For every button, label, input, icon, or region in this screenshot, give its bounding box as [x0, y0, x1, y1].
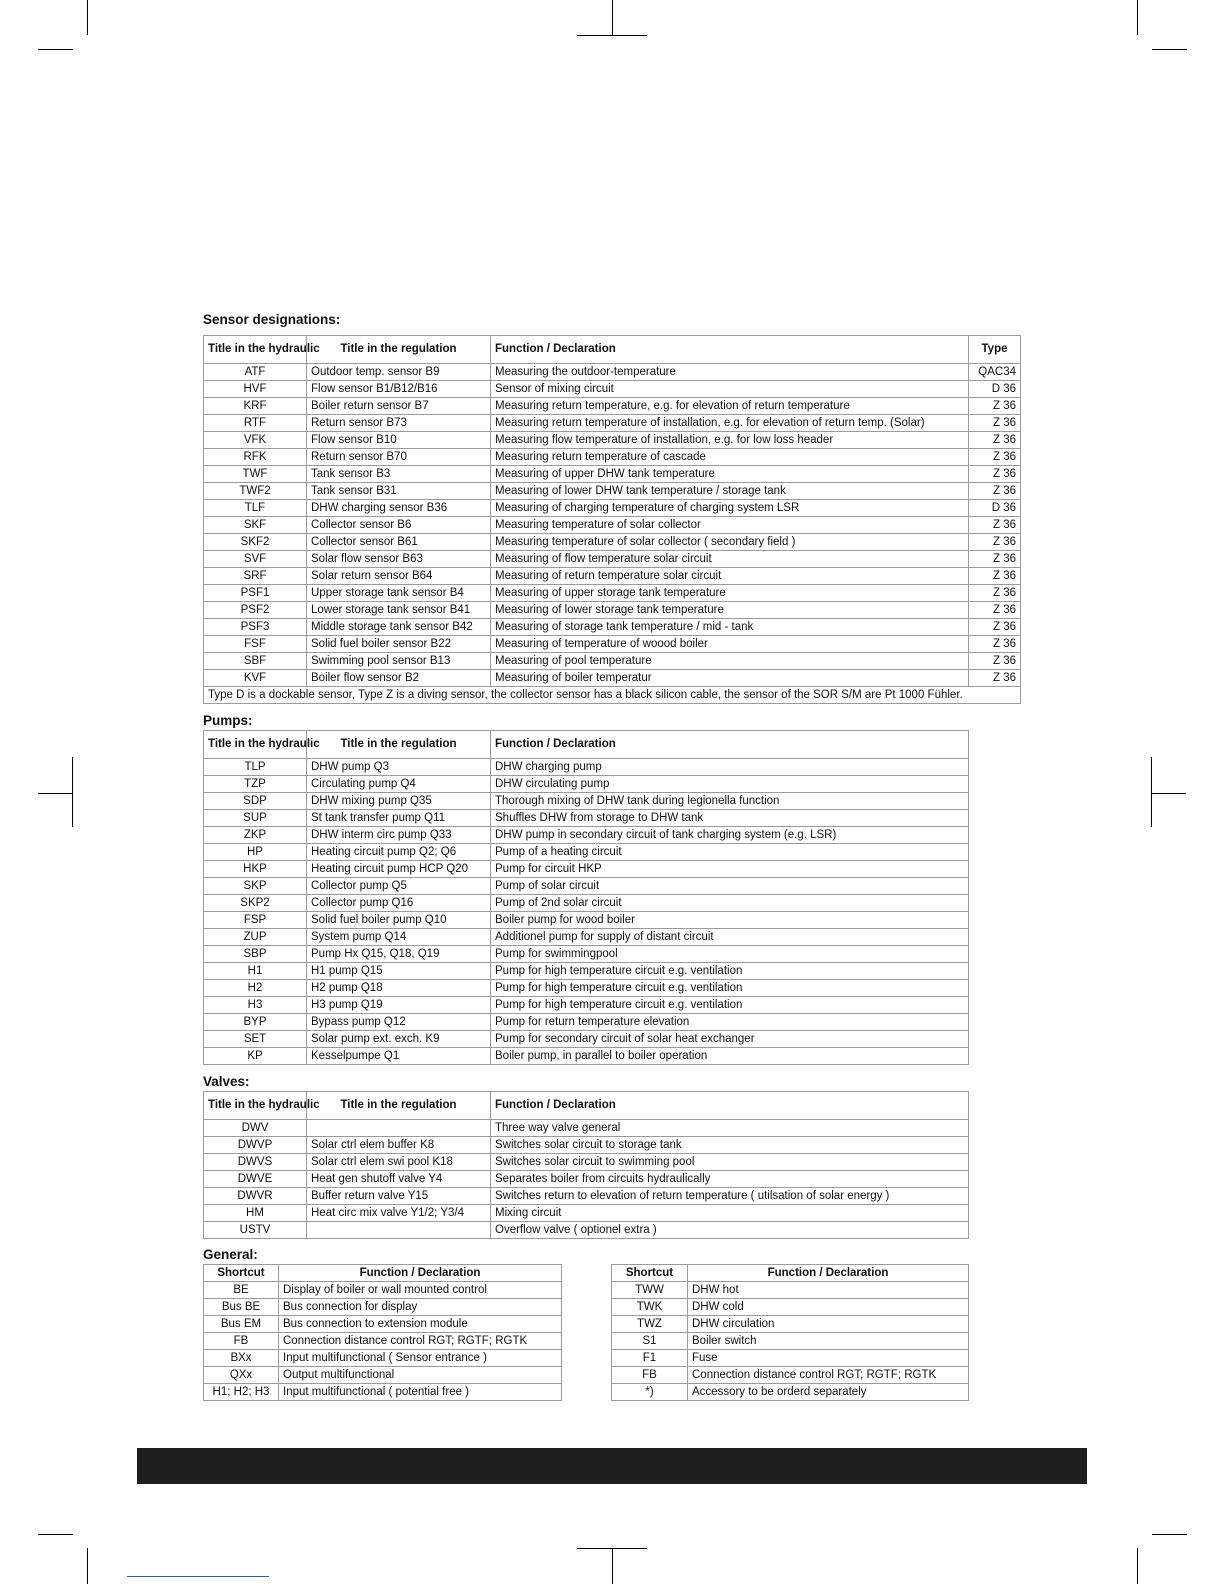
table-cell: Switches return to elevation of return temperature ( utilsation of solar energy ): [491, 1188, 969, 1205]
table-cell: SBF: [204, 653, 307, 670]
table-cell: Input multifunctional ( potential free ): [279, 1384, 562, 1401]
table-row: [204, 1384, 562, 1401]
table-cell: Z 36: [969, 670, 1021, 687]
table-cell: Bus connection for display: [279, 1299, 562, 1316]
table-cell: SUP: [204, 810, 307, 827]
table-cell: Boiler flow sensor B2: [307, 670, 491, 687]
table-cell: Upper storage tank sensor B4: [307, 585, 491, 602]
sensor-section-title: Sensor designations:: [203, 312, 341, 327]
table-cell: HP: [204, 844, 307, 861]
table-cell: Measuring of boiler temperatur: [491, 670, 969, 687]
table-row: [204, 432, 1021, 449]
table-cell: Solar pump ext. exch. K9: [307, 1031, 491, 1048]
table-cell: TWF2: [204, 483, 307, 500]
table-cell: Middle storage tank sensor B42: [307, 619, 491, 636]
table-row: [204, 810, 969, 827]
table-cell: Shuffles DHW from storage to DHW tank: [491, 810, 969, 827]
table-cell: TZP: [204, 776, 307, 793]
table-cell: Pump for circuit HKP: [491, 861, 969, 878]
table-row: [204, 500, 1021, 517]
table-cell: Flow sensor B1/B12/B16: [307, 381, 491, 398]
table-cell: DHW charging pump: [491, 759, 969, 776]
table-cell: Pump of 2nd solar circuit: [491, 895, 969, 912]
table-cell: Measuring of storage tank temperature / mid - tank: [491, 619, 969, 636]
table-cell: Pump for secondary circuit of solar heat exchanger: [491, 1031, 969, 1048]
table-cell: Input multifunctional ( Sensor entrance ): [279, 1350, 562, 1367]
table-cell: Pump Hx Q15, Q18, Q19: [307, 946, 491, 963]
table-cell: F1: [612, 1350, 688, 1367]
table-cell: Display of boiler or wall mounted control: [279, 1282, 562, 1299]
table-cell: RTF: [204, 415, 307, 432]
table-cell: Mixing circuit: [491, 1205, 969, 1222]
table-cell: Pump for high temperature circuit e.g. ventilation: [491, 963, 969, 980]
table-row: [204, 1333, 562, 1350]
table-row: [204, 1154, 969, 1171]
table-row: [204, 861, 969, 878]
table-cell: Measuring the outdoor-temperature: [491, 364, 969, 381]
table-cell: Pump of a heating circuit: [491, 844, 969, 861]
registration-mark: [1151, 757, 1152, 827]
column-header: Title in the hydraulic: [204, 731, 307, 759]
table-cell: DWV: [204, 1120, 307, 1137]
table-cell: Return sensor B73: [307, 415, 491, 432]
table-cell: Measuring of flow temperature solar circuit: [491, 551, 969, 568]
table-cell: TWZ: [612, 1316, 688, 1333]
table-row: [204, 946, 969, 963]
table-row: [204, 364, 1021, 381]
table-header-row: [204, 1092, 969, 1120]
table-cell: Buffer return valve Y15: [307, 1188, 491, 1205]
table-cell: SKP: [204, 878, 307, 895]
table-row: [204, 1367, 562, 1384]
table-row: [204, 1014, 969, 1031]
table-cell: Measuring of charging temperature of charging system LSR: [491, 500, 969, 517]
table-cell: TLF: [204, 500, 307, 517]
table-row: [612, 1350, 969, 1367]
table-cell: Heat circ mix valve Y1/2; Y3/4: [307, 1205, 491, 1222]
column-header: Function / Declaration: [491, 731, 969, 759]
table-cell: Thorough mixing of DHW tank during legionella function: [491, 793, 969, 810]
table-header-row: [612, 1265, 969, 1282]
table-cell: Z 36: [969, 653, 1021, 670]
table-cell: Measuring of lower storage tank temperature: [491, 602, 969, 619]
table-cell: DWVE: [204, 1171, 307, 1188]
table-cell: Measuring return temperature of installation, e.g. for elevation of return temp. (Solar): [491, 415, 969, 432]
table-cell: DHW cold: [688, 1299, 969, 1316]
table-cell: Solid fuel boiler sensor B22: [307, 636, 491, 653]
table-cell: Z 36: [969, 619, 1021, 636]
table-row: [204, 1350, 562, 1367]
crop-mark: [87, 0, 88, 35]
column-header: Type: [969, 336, 1021, 364]
table-cell: HM: [204, 1205, 307, 1222]
pumps-table: [203, 730, 969, 1065]
column-header: Function / Declaration: [491, 1092, 969, 1120]
table-cell: Measuring of lower DHW tank temperature / storage tank: [491, 483, 969, 500]
table-cell: Pump for return temperature elevation: [491, 1014, 969, 1031]
table-cell: DWVP: [204, 1137, 307, 1154]
footer-link-underline: [127, 1576, 269, 1577]
crop-mark: [1137, 0, 1138, 35]
table-cell: DWVR: [204, 1188, 307, 1205]
crop-mark: [87, 1548, 88, 1584]
table-header-row: [204, 1265, 562, 1282]
table-row: [612, 1282, 969, 1299]
table-cell: Z 36: [969, 466, 1021, 483]
table-cell: Z 36: [969, 602, 1021, 619]
table-cell: Collector pump Q16: [307, 895, 491, 912]
table-row: [204, 912, 969, 929]
table-cell: TLP: [204, 759, 307, 776]
table-row: [204, 1222, 969, 1239]
table-row: [204, 827, 969, 844]
table-row: [204, 670, 1021, 687]
table-cell: Kesselpumpe Q1: [307, 1048, 491, 1065]
table-cell: H2: [204, 980, 307, 997]
table-note-row: [204, 687, 1021, 704]
table-cell: Tank sensor B31: [307, 483, 491, 500]
table-cell: SBP: [204, 946, 307, 963]
table-cell: Measuring of return temperature solar circuit: [491, 568, 969, 585]
table-cell: DHW interm circ pump Q33: [307, 827, 491, 844]
table-cell: SKP2: [204, 895, 307, 912]
table-cell: Bus BE: [204, 1299, 279, 1316]
table-cell: ATF: [204, 364, 307, 381]
table-cell: H1: [204, 963, 307, 980]
table-cell: Collector pump Q5: [307, 878, 491, 895]
crop-mark: [38, 49, 73, 50]
crop-mark: [1152, 1534, 1187, 1535]
table-cell: D 36: [969, 381, 1021, 398]
table-row: [204, 759, 969, 776]
valves-table: [203, 1091, 969, 1239]
table-cell: S1: [612, 1333, 688, 1350]
table-row: [204, 1031, 969, 1048]
valves-section-title: Valves:: [203, 1074, 250, 1089]
table-cell: Bus EM: [204, 1316, 279, 1333]
table-row: [204, 1048, 969, 1065]
table-cell: Heating circuit pump HCP Q20: [307, 861, 491, 878]
table-cell: Boiler pump for wood boiler: [491, 912, 969, 929]
table-cell: KRF: [204, 398, 307, 415]
table-row: [204, 997, 969, 1014]
crop-mark: [1152, 49, 1187, 50]
table-cell: FSF: [204, 636, 307, 653]
table-cell: Measuring return temperature of cascade: [491, 449, 969, 466]
table-cell: HKP: [204, 861, 307, 878]
table-cell: Solar ctrl elem buffer K8: [307, 1137, 491, 1154]
table-cell: Separates boiler from circuits hydraulically: [491, 1171, 969, 1188]
table-cell: Z 36: [969, 517, 1021, 534]
table-row: [204, 1120, 969, 1137]
table-cell: TWK: [612, 1299, 688, 1316]
table-cell: Pump for high temperature circuit e.g. ventilation: [491, 997, 969, 1014]
sensor-table: [203, 335, 1021, 704]
table-cell: Flow sensor B10: [307, 432, 491, 449]
table-cell: Solid fuel boiler pump Q10: [307, 912, 491, 929]
table-cell: Solar flow sensor B63: [307, 551, 491, 568]
table-cell: Z 36: [969, 551, 1021, 568]
table-row: [204, 653, 1021, 670]
table-cell: [307, 1222, 491, 1239]
table-cell: USTV: [204, 1222, 307, 1239]
table-cell: FB: [612, 1367, 688, 1384]
table-row: [204, 1137, 969, 1154]
general-section-title: General:: [203, 1247, 258, 1262]
table-row: [204, 602, 1021, 619]
table-cell: Return sensor B70: [307, 449, 491, 466]
table-cell: St tank transfer pump Q11: [307, 810, 491, 827]
table-cell: BXx: [204, 1350, 279, 1367]
table-row: [204, 415, 1021, 432]
registration-mark: [612, 1548, 613, 1584]
general-right-table: [611, 1264, 969, 1401]
table-cell: QAC34: [969, 364, 1021, 381]
table-cell: Switches solar circuit to swimming pool: [491, 1154, 969, 1171]
table-cell: Solar ctrl elem swi pool K18: [307, 1154, 491, 1171]
table-row: [204, 568, 1021, 585]
table-cell: Z 36: [969, 415, 1021, 432]
table-cell: Bypass pump Q12: [307, 1014, 491, 1031]
table-cell: Measuring of upper storage tank temperature: [491, 585, 969, 602]
table-row: [204, 1316, 562, 1333]
table-cell: DHW pump in secondary circuit of tank charging system (e.g. LSR): [491, 827, 969, 844]
table-cell: Connection distance control RGT; RGTF; RGTK: [688, 1367, 969, 1384]
table-cell: Pump for high temperature circuit e.g. ventilation: [491, 980, 969, 997]
table-cell: Z 36: [969, 449, 1021, 466]
table-cell: H3 pump Q19: [307, 997, 491, 1014]
table-cell: SKF: [204, 517, 307, 534]
table-cell: Measuring temperature of solar collector ( secondary field ): [491, 534, 969, 551]
registration-mark: [1151, 793, 1186, 794]
table-row: [204, 517, 1021, 534]
table-cell: Z 36: [969, 568, 1021, 585]
registration-mark: [72, 757, 73, 827]
table-cell: Boiler switch: [688, 1333, 969, 1350]
table-cell: SDP: [204, 793, 307, 810]
table-row: [204, 963, 969, 980]
table-cell: BE: [204, 1282, 279, 1299]
column-header: Title in the hydraulic: [204, 336, 307, 364]
table-row: [204, 534, 1021, 551]
registration-mark: [577, 35, 647, 36]
table-cell: Collector sensor B6: [307, 517, 491, 534]
table-cell: DHW mixing pump Q35: [307, 793, 491, 810]
table-cell: SRF: [204, 568, 307, 585]
column-header: Shortcut: [612, 1265, 688, 1282]
table-cell: Z 36: [969, 483, 1021, 500]
table-row: [204, 980, 969, 997]
table-cell: Heat gen shutoff valve Y4: [307, 1171, 491, 1188]
table-cell: KP: [204, 1048, 307, 1065]
column-header: Title in the regulation: [307, 731, 491, 759]
table-row: [204, 895, 969, 912]
table-row: [204, 636, 1021, 653]
table-cell: Measuring of temperature of woood boiler: [491, 636, 969, 653]
table-cell: Fuse: [688, 1350, 969, 1367]
table-cell: Outdoor temp. sensor B9: [307, 364, 491, 381]
table-cell: VFK: [204, 432, 307, 449]
table-row: [204, 844, 969, 861]
table-cell: ZUP: [204, 929, 307, 946]
table-row: [204, 551, 1021, 568]
registration-mark: [612, 0, 613, 35]
table-cell: Lower storage tank sensor B41: [307, 602, 491, 619]
table-row: [204, 776, 969, 793]
table-cell: Measuring of pool temperature: [491, 653, 969, 670]
column-header: Title in the regulation: [307, 1092, 491, 1120]
table-cell: FSP: [204, 912, 307, 929]
table-cell: Pump for swimmingpool: [491, 946, 969, 963]
sensor-type-note: Type D is a dockable sensor, Type Z is a diving sensor, the collector sensor has a black silicon cable, the sensor of the SOR S/M are Pt 1000 Fühler.: [204, 687, 1021, 704]
table-cell: SET: [204, 1031, 307, 1048]
table-cell: Pump of solar circuit: [491, 878, 969, 895]
column-header: Title in the hydraulic: [204, 1092, 307, 1120]
table-cell: [307, 1120, 491, 1137]
table-cell: Swimming pool sensor B13: [307, 653, 491, 670]
table-cell: PSF3: [204, 619, 307, 636]
table-cell: Switches solar circuit to storage tank: [491, 1137, 969, 1154]
table-row: [204, 585, 1021, 602]
table-cell: System pump Q14: [307, 929, 491, 946]
table-cell: Connection distance control RGT; RGTF; RGTK: [279, 1333, 562, 1350]
table-cell: Measuring temperature of solar collector: [491, 517, 969, 534]
table-cell: SVF: [204, 551, 307, 568]
table-row: [612, 1384, 969, 1401]
table-cell: Sensor of mixing circuit: [491, 381, 969, 398]
table-cell: DHW hot: [688, 1282, 969, 1299]
table-row: [204, 1299, 562, 1316]
table-cell: TWF: [204, 466, 307, 483]
column-header: Title in the regulation: [307, 336, 491, 364]
column-header: Function / Declaration: [279, 1265, 562, 1282]
table-row: [204, 483, 1021, 500]
general-left-table: [203, 1264, 562, 1401]
crop-mark: [1137, 1548, 1138, 1584]
table-cell: PSF2: [204, 602, 307, 619]
table-row: [204, 793, 969, 810]
table-cell: Measuring return temperature, e.g. for elevation of return temperature: [491, 398, 969, 415]
table-cell: H1 pump Q15: [307, 963, 491, 980]
table-row: [204, 381, 1021, 398]
table-row: [612, 1367, 969, 1384]
table-cell: H2 pump Q18: [307, 980, 491, 997]
table-header-row: [204, 336, 1021, 364]
table-cell: Measuring flow temperature of installation, e.g. for low loss header: [491, 432, 969, 449]
table-cell: D 36: [969, 500, 1021, 517]
column-header: Shortcut: [204, 1265, 279, 1282]
table-row: [204, 1282, 562, 1299]
table-row: [204, 878, 969, 895]
table-cell: Solar return sensor B64: [307, 568, 491, 585]
table-header-row: [204, 731, 969, 759]
table-cell: H3: [204, 997, 307, 1014]
table-cell: H1; H2; H3: [204, 1384, 279, 1401]
registration-mark: [38, 793, 73, 794]
table-cell: QXx: [204, 1367, 279, 1384]
table-cell: Circulating pump Q4: [307, 776, 491, 793]
column-header: Function / Declaration: [491, 336, 969, 364]
table-cell: Boiler return sensor B7: [307, 398, 491, 415]
table-cell: Boiler pump, in parallel to boiler operation: [491, 1048, 969, 1065]
crop-mark: [38, 1534, 73, 1535]
table-cell: HVF: [204, 381, 307, 398]
table-cell: KVF: [204, 670, 307, 687]
table-row: [204, 929, 969, 946]
table-row: [204, 1171, 969, 1188]
table-row: [204, 1205, 969, 1222]
table-cell: Accessory to be orderd separately: [688, 1384, 969, 1401]
table-cell: Z 36: [969, 585, 1021, 602]
table-row: [204, 449, 1021, 466]
table-cell: Overflow valve ( optionel extra ): [491, 1222, 969, 1239]
table-cell: DHW charging sensor B36: [307, 500, 491, 517]
table-row: [612, 1316, 969, 1333]
table-cell: Measuring of upper DHW tank temperature: [491, 466, 969, 483]
table-row: [612, 1299, 969, 1316]
table-cell: Z 36: [969, 398, 1021, 415]
pumps-section-title: Pumps:: [203, 713, 253, 728]
table-cell: ZKP: [204, 827, 307, 844]
table-cell: SKF2: [204, 534, 307, 551]
table-cell: DHW pump Q3: [307, 759, 491, 776]
table-cell: TWW: [612, 1282, 688, 1299]
table-row: [204, 398, 1021, 415]
table-cell: FB: [204, 1333, 279, 1350]
table-row: [612, 1333, 969, 1350]
table-cell: Heating circuit pump Q2; Q6: [307, 844, 491, 861]
table-cell: Three way valve general: [491, 1120, 969, 1137]
table-cell: Tank sensor B3: [307, 466, 491, 483]
table-cell: Output multifunctional: [279, 1367, 562, 1384]
table-cell: *): [612, 1384, 688, 1401]
table-cell: Z 36: [969, 432, 1021, 449]
table-cell: Z 36: [969, 636, 1021, 653]
table-row: [204, 466, 1021, 483]
table-row: [204, 1188, 969, 1205]
table-cell: Collector sensor B61: [307, 534, 491, 551]
table-cell: DHW circulating pump: [491, 776, 969, 793]
footer-bar: [137, 1448, 1087, 1484]
column-header: Function / Declaration: [688, 1265, 969, 1282]
table-cell: Z 36: [969, 534, 1021, 551]
table-cell: BYP: [204, 1014, 307, 1031]
table-cell: Bus connection to extension module: [279, 1316, 562, 1333]
table-cell: Additionel pump for supply of distant circuit: [491, 929, 969, 946]
table-cell: PSF1: [204, 585, 307, 602]
table-cell: DWVS: [204, 1154, 307, 1171]
table-row: [204, 619, 1021, 636]
table-cell: DHW circulation: [688, 1316, 969, 1333]
table-cell: RFK: [204, 449, 307, 466]
